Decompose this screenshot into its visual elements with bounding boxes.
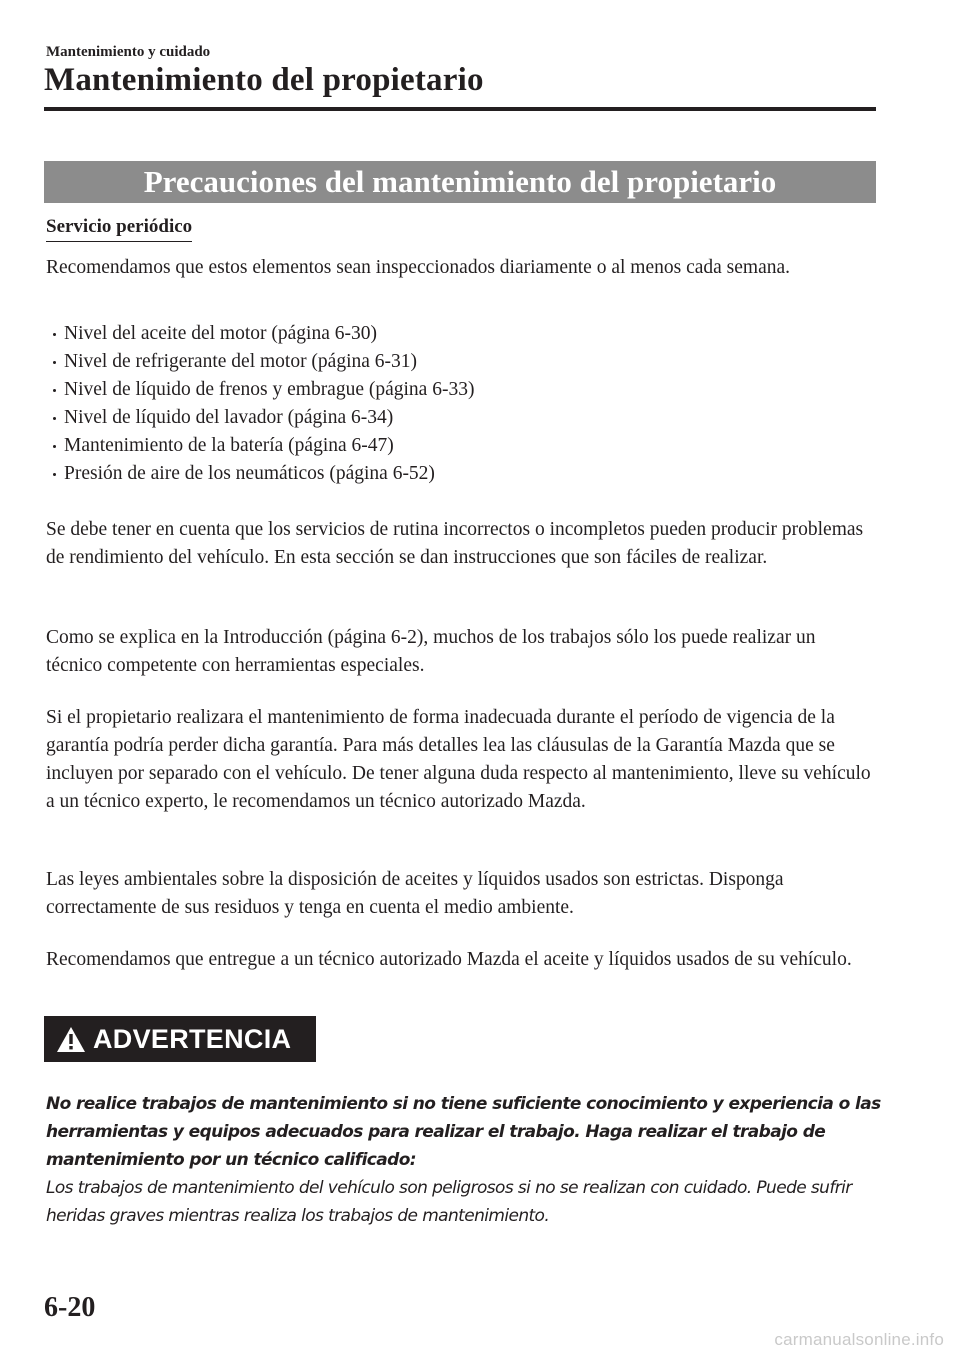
routine-service-paragraph: Se debe tener en cuenta que los servicios de rutina incorrectos o incompletos pueden producir problemas de rendimiento del vehículo. En esta sección se dan instrucciones que son fáciles de realizar. xyxy=(46,519,864,568)
disposal-paragraph: Recomendamos que entregue a un técnico autorizado Mazda el aceite y líquidos usados de su vehículo. xyxy=(46,949,852,970)
checklist-item: Nivel de líquido de frenos y embrague (página 6-33) xyxy=(46,376,474,404)
inspection-checklist xyxy=(46,320,474,488)
chapter-title: Mantenimiento del propietario xyxy=(44,62,484,98)
title-divider xyxy=(44,107,876,111)
checklist-item: Presión de aire de los neumáticos (página 6-52) xyxy=(46,460,474,488)
checklist-item: Nivel del aceite del motor (página 6-30) xyxy=(46,320,474,348)
bullet-icon xyxy=(53,417,56,420)
warranty-paragraph: Si el propietario realizara el mantenimiento de forma inadecuada durante el período de vigencia de la garantía podría perder dicha garantía. Para más detalles lea las cláusulas de la Garantía Mazda que se incluyen por separado con el vehículo. De tener alguna duda respecto al mantenimiento, lleve su vehículo a un técnico experto, le recomendamos un técnico autorizado Mazda. xyxy=(46,707,871,812)
section-label: Mantenimiento y cuidado xyxy=(46,44,211,60)
introduction-reference-paragraph: Como se explica en la Introducción (página 6-2), muchos de los trabajos sólo los puede realizar un técnico competente con herramientas especiales. xyxy=(46,627,816,676)
warning-header xyxy=(44,1016,316,1062)
checklist-item: Mantenimiento de la batería (página 6-47) xyxy=(46,432,474,460)
checklist-item: Nivel de líquido del lavador (página 6-34) xyxy=(46,404,474,432)
warning-text xyxy=(46,1090,886,1230)
intro-paragraph: Recomendamos que estos elementos sean inspeccionados diariamente o al menos cada semana. xyxy=(46,257,790,278)
section-banner: Precauciones del mantenimiento del propietario xyxy=(44,161,876,203)
checklist-item: Nivel de refrigerante del motor (página 6-31) xyxy=(46,348,474,376)
bullet-icon xyxy=(53,445,56,448)
bullet-icon xyxy=(53,333,56,336)
bullet-icon xyxy=(53,389,56,392)
bullet-icon xyxy=(53,473,56,476)
bullet-icon xyxy=(53,361,56,364)
warning-triangle-icon xyxy=(56,1026,86,1053)
watermark: carmanualsonline.info xyxy=(774,1330,944,1349)
warning-body-text: Los trabajos de mantenimiento del vehículo son peligrosos si no se realizan con cuidado. Puede sufrir heridas graves mientras realiza los trabajos de mantenimiento. xyxy=(46,1178,852,1226)
warning-label: ADVERTENCIA xyxy=(93,1023,292,1054)
warning-bold-text: No realice trabajos de mantenimiento si no tiene suficiente conocimiento y experiencia o las herramientas y equipos adecuados para realizar el trabajo. Haga realizar el trabajo de mantenimiento por un técnico calificado: xyxy=(46,1094,881,1170)
subheading-periodic-service: Servicio periódico xyxy=(46,216,192,242)
page-number: 6-20 xyxy=(44,1292,96,1323)
environment-paragraph: Las leyes ambientales sobre la disposición de aceites y líquidos usados son estrictas. Disponga correctamente de sus residuos y tenga en cuenta el medio ambiente. xyxy=(46,869,784,918)
